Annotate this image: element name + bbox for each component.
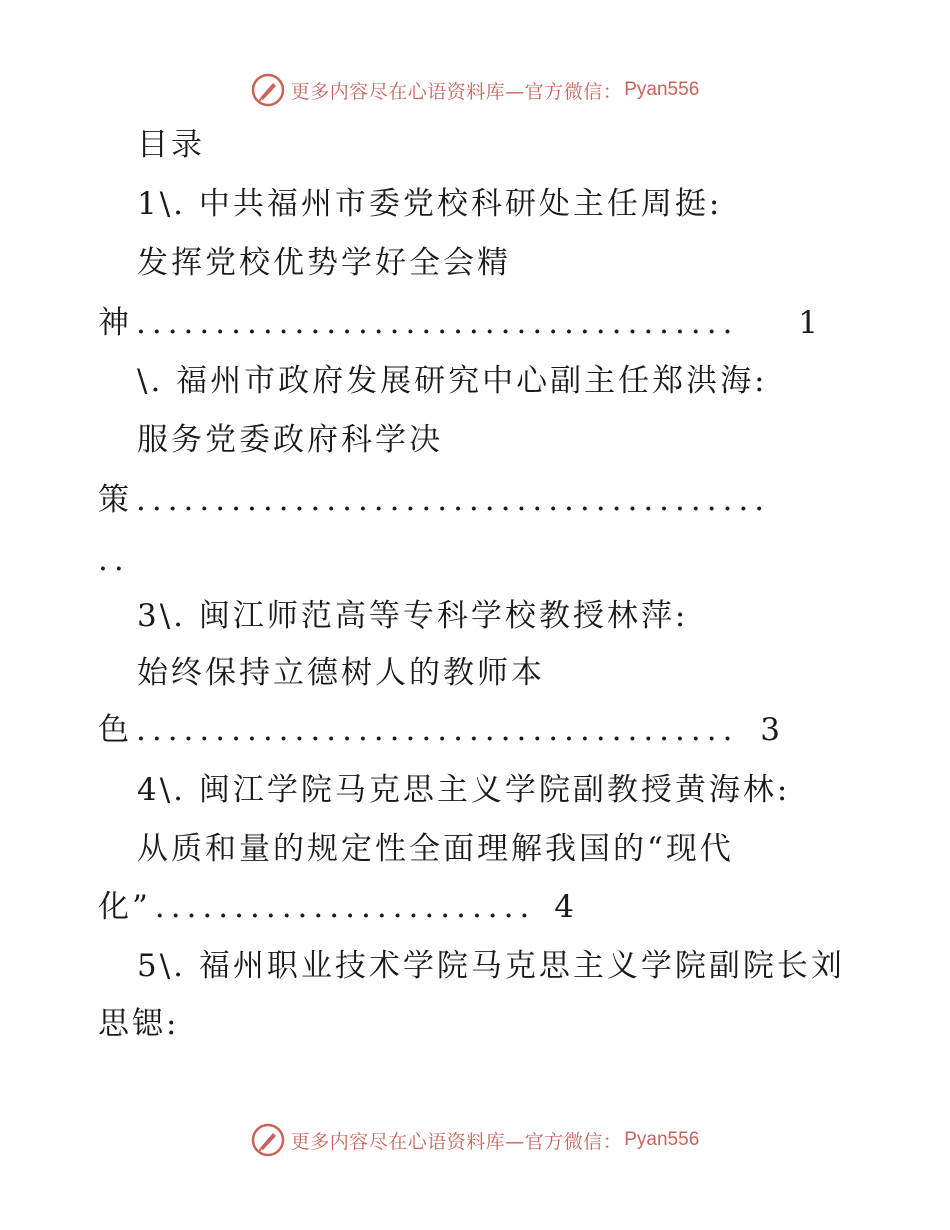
toc-entry-3-page: 3 — [760, 712, 780, 748]
toc-entry-3-subtitle: 始终保持立德树人的教师本 — [137, 655, 545, 691]
toc-entry-4-subtitle: 从质和量的规定性全面理解我国的“现代 — [137, 831, 734, 867]
toc-entry-4-tail: 化” — [98, 889, 151, 925]
toc-entry-1-tail: 神 — [98, 305, 132, 341]
toc-entry-2-leader-line[interactable] — [98, 480, 843, 520]
toc-entry-1-title: 1\. 中共福州市委党校科研处主任周挺: — [137, 186, 723, 222]
watermark-text: 更多内容尽在心语资料库—官方微信： — [290, 1130, 623, 1153]
toc-entry-3-tail: 色 — [98, 712, 132, 748]
toc-entry-3-title: 3\. 闽江师范高等专科学校教授林萍: — [137, 598, 689, 634]
toc-entry-2-title: \. 福州市政府发展研究中心副主任郑洪海: — [137, 363, 768, 399]
header-watermark — [0, 70, 950, 110]
toc-entry-1-page: 1 — [798, 305, 818, 341]
pen-logo-icon — [251, 73, 285, 107]
toc-entry-1-dots: ...................................... — [136, 305, 739, 341]
toc-entry-4-title: 4\. 闽江学院马克思主义学院副教授黄海林: — [137, 772, 791, 808]
toc-entry-4-page: 4 — [554, 889, 574, 925]
toc-entry-3-dots: ...................................... — [136, 712, 739, 748]
toc-entry-4-leader-line[interactable] — [98, 887, 574, 927]
watermark-code: Pyan556 — [624, 79, 700, 100]
toc-entry-4-dots: ........................ — [154, 889, 536, 925]
toc-entry-1-leader-line[interactable] — [98, 303, 818, 343]
footer-watermark — [0, 1120, 950, 1160]
toc-entry-1-subtitle: 发挥党校优势学好全会精 — [137, 245, 511, 281]
watermark-code: Pyan556 — [624, 1129, 700, 1150]
toc-entry-5-title: 5\. 福州职业技术学院马克思主义学院副院长刘 — [137, 948, 845, 984]
pen-logo-icon — [251, 1123, 285, 1157]
toc-entry-5-subtitle: 思锶: — [98, 1006, 180, 1042]
toc-entry-2-subtitle: 服务党委政府科学决 — [137, 422, 443, 458]
toc-heading: 目录 — [137, 127, 205, 163]
watermark-text: 更多内容尽在心语资料库—官方微信： — [290, 80, 623, 103]
toc-entry-3-leader-line[interactable] — [98, 710, 780, 750]
toc-entry-2-dots: ........................................ — [136, 482, 771, 518]
toc-entry-2-tail: 策 — [98, 482, 132, 518]
toc-entry-2-dots-wrap: .. — [98, 542, 130, 578]
